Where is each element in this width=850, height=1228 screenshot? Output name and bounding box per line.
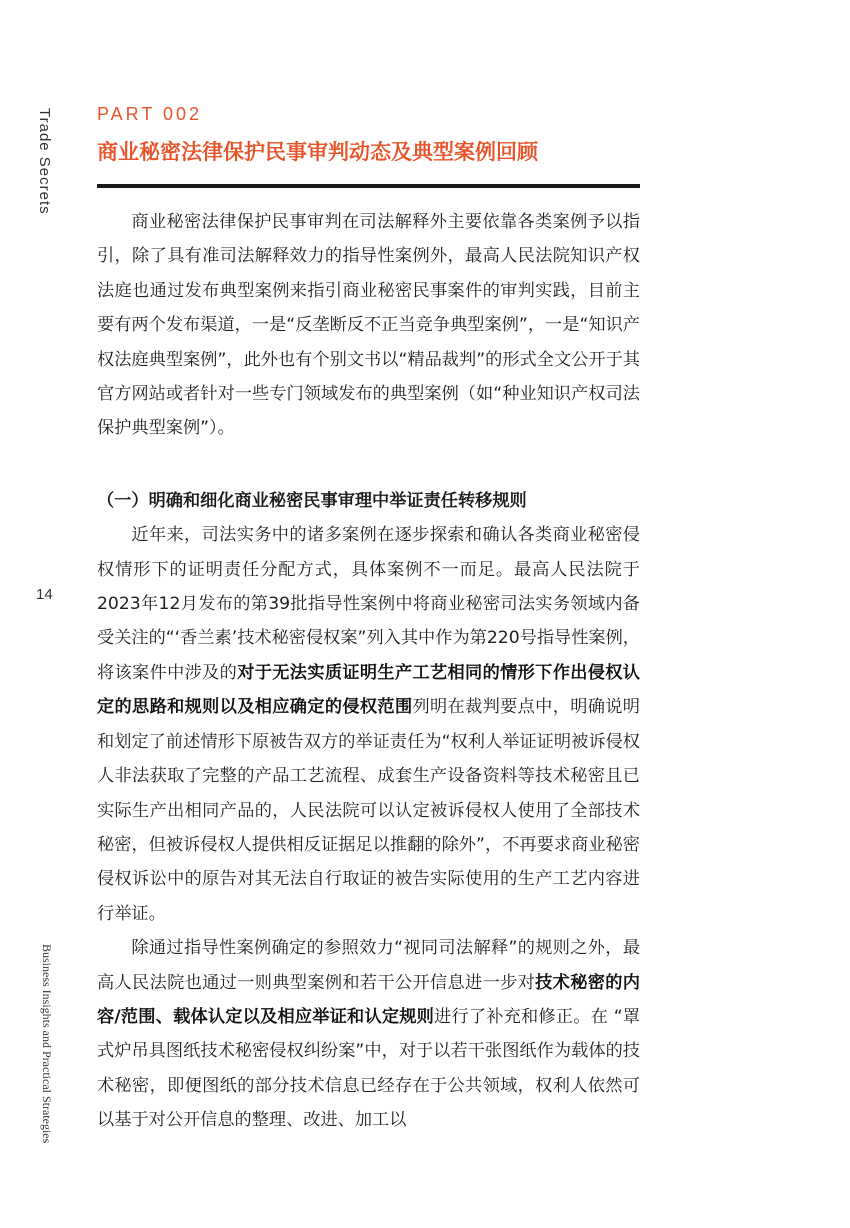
- paragraph-text: 列明在裁判要点中，明确说明和划定了前述情形下原被告双方的举证责任为“权利人举证证明被诉侵权人非法获取了完整的产品工艺流程、成套生产设备资料等技术秘密且已实际生产出相同产品的，人民法院可以认定被诉侵权人使用了全部技术秘密，但被诉侵权人提供相反证据足以推翻的除外”，不再要求商业秘密侵权诉讼中的原告对其无法自行取证的被告实际使用的生产工艺内容进行举证。: [97, 697, 640, 924]
- paragraph-text: 进行了补充和修正。在 “罩式炉吊具图纸技术秘密侵权纠纷案”中，对于以若干张图纸作为载体的技术秘密，即便图纸的部分技术信息已经存在于公共领域，权利人依然可以基于对公开信息的整理、改进、加工以: [97, 1006, 640, 1131]
- paragraph-technical-secrets: [97, 931, 640, 1137]
- article-body: [97, 205, 640, 1138]
- page-number: 14: [36, 586, 53, 603]
- emphasis-text: 技术秘密的内容/范围、载体认定以及相应举证和认定规则: [97, 972, 640, 1027]
- title-divider: [97, 184, 640, 188]
- paragraph-text: 除通过指导性案例确定的参照效力“视同司法解释”的规则之外，最高人民法院也通过一则典型案例和若干公开信息进一步对: [97, 938, 640, 993]
- running-footer-label: Business Insights and Practical Strategies: [40, 944, 54, 1144]
- section-title: 商业秘密法律保护民事审判动态及典型案例回顾: [97, 140, 538, 164]
- emphasis-text: 对于无法实质证明生产工艺相同的情形下作出侵权认定的思路和规则以及相应确定的侵权范围: [97, 662, 640, 718]
- running-header-label: Trade Secrets: [36, 108, 53, 215]
- paragraph-text: 近年来，司法实务中的诸多案例在逐步探索和确认各类商业秘密侵权情形下的证明责任分配方式，具体案例不一而足。最高人民法院于2023年12月发布的第39批指导性案例中将商业秘密司法实务领域内备受关注的“‘香兰素’技术秘密侵权案”列入其中作为第220号指导性案例，将该案件中涉及的: [97, 525, 640, 683]
- intro-paragraph: 商业秘密法律保护民事审判在司法解释外主要依靠各类案例予以指引，除了具有准司法解释效力的指导性案例外，最高人民法院知识产权法庭也通过发布典型案例来指引商业秘密民事案件的审判实践，目前主要有两个发布渠道，一是“反垄断反不正当竞争典型案例”，一是“知识产权法庭典型案例”，此外也有个别文书以“精品裁判”的形式全文公开于其官方网站或者针对一些专门领域发布的典型案例（如“种业知识产权司法保护典型案例”）。: [97, 212, 640, 439]
- paragraph-burden-of-proof: [97, 518, 640, 931]
- subsection-heading: （一）明确和细化商业秘密民事审理中举证责任转移规则: [97, 490, 527, 511]
- part-label: PART 002: [97, 104, 203, 124]
